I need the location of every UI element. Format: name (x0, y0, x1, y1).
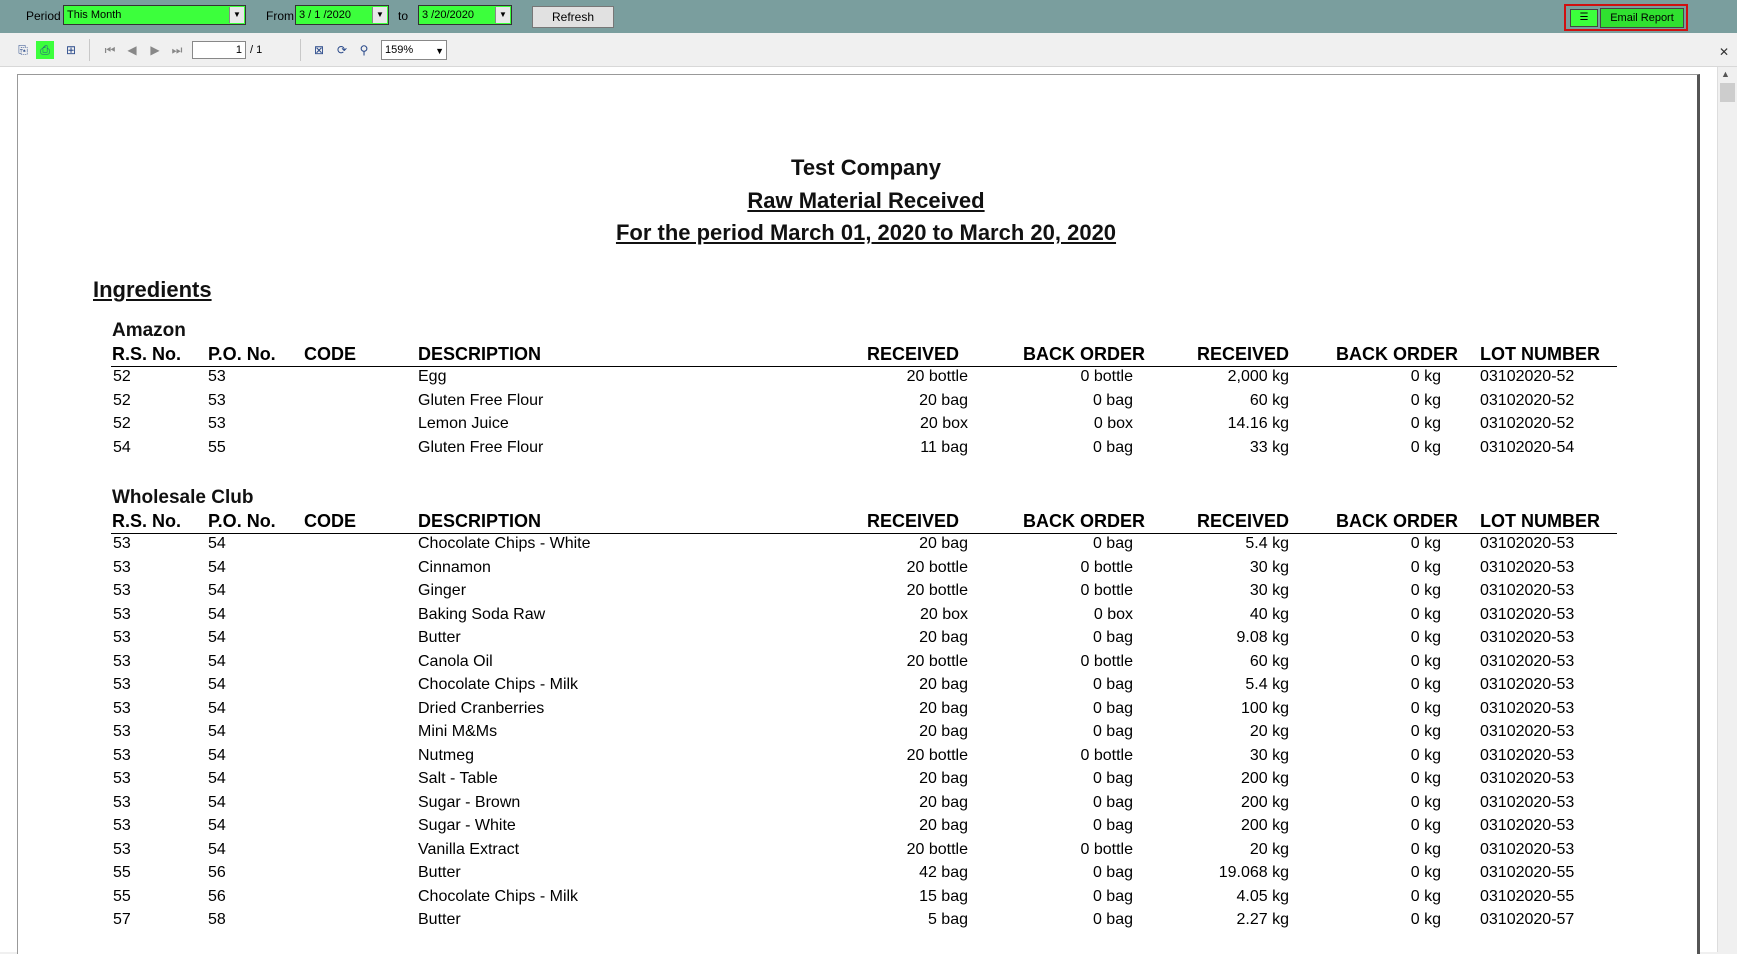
po-no: 56 (208, 887, 226, 905)
back-order-weight: 0 kg (1410, 558, 1441, 576)
table-row (0, 606, 1700, 629)
back-order-qty: 0 bottle (1080, 746, 1133, 764)
column-header-po-no: P.O. No. (208, 511, 276, 531)
received-qty: 20 bag (919, 676, 968, 693)
column-header-code: CODE (304, 344, 357, 364)
next-page-icon[interactable]: ▶ (150, 43, 160, 57)
back-order-weight: 0 kg (1410, 770, 1441, 787)
column-header-description: DESCRIPTION (418, 344, 542, 364)
back-order-weight: 0 kg (1410, 793, 1441, 811)
po-no: 53 (208, 368, 226, 385)
po-no: 53 (208, 391, 226, 409)
lot-number: 03102020-52 (1480, 368, 1575, 385)
received-qty: 20 bag (919, 391, 968, 409)
received-weight: 5.4 kg (1245, 676, 1289, 693)
rs-no: 53 (113, 840, 131, 858)
description: Butter (418, 911, 461, 928)
received-weight: 200 kg (1240, 793, 1289, 811)
lot-number: 03102020-53 (1480, 582, 1575, 599)
header-underline (111, 533, 1617, 534)
received-qty: 20 box (919, 605, 968, 623)
refresh-button[interactable]: Refresh (532, 6, 614, 28)
po-no: 54 (208, 558, 226, 576)
po-no: 54 (208, 629, 226, 646)
rs-no: 53 (113, 676, 131, 693)
description: Canola Oil (418, 652, 493, 670)
lot-number: 03102020-55 (1480, 864, 1575, 881)
from-date-value: 3 / 1 /2020 (299, 9, 351, 21)
column-header-code: CODE (304, 511, 357, 531)
rs-no: 52 (113, 391, 131, 409)
lot-number: 03102020-53 (1480, 535, 1575, 552)
received-qty: 20 bag (919, 629, 968, 646)
po-no: 54 (208, 699, 226, 717)
rs-no: 55 (113, 864, 131, 881)
back-order-weight: 0 kg (1410, 535, 1441, 552)
back-order-weight: 0 kg (1410, 864, 1441, 881)
po-no: 54 (208, 840, 226, 858)
received-weight: 40 kg (1249, 605, 1289, 623)
period-label: Period (26, 9, 61, 23)
column-header-lot-number: LOT NUMBER (1480, 511, 1600, 531)
po-no: 54 (208, 605, 226, 623)
zoom-value: 159% (385, 44, 414, 56)
received-weight: 9.08 kg (1236, 629, 1289, 646)
back-order-weight: 0 kg (1410, 911, 1441, 928)
received-weight: 2.27 kg (1236, 911, 1289, 928)
chevron-down-icon[interactable]: ▼ (229, 7, 244, 23)
po-no: 53 (208, 415, 226, 432)
po-no: 54 (208, 817, 226, 834)
email-report-button[interactable]: Email Report (1600, 8, 1684, 28)
po-no: 54 (208, 582, 226, 599)
received-weight: 30 kg (1249, 558, 1289, 576)
last-page-icon[interactable]: ⏭ (171, 43, 183, 57)
received-weight: 14.16 kg (1227, 415, 1289, 432)
from-date-picker[interactable] (295, 5, 389, 25)
back-order-qty: 0 bottle (1080, 558, 1133, 576)
viewer-toolbar (0, 34, 1737, 67)
received-qty: 20 box (919, 415, 968, 432)
description: Dried Cranberries (418, 699, 545, 717)
vendor-name: Wholesale Club (112, 487, 254, 508)
page-total: / 1 (250, 44, 263, 56)
received-qty: 20 bag (919, 535, 968, 552)
lot-number: 03102020-53 (1480, 817, 1575, 834)
rs-no: 53 (113, 558, 131, 576)
rs-no: 53 (113, 770, 131, 787)
received-qty: 5 bag (927, 911, 968, 928)
prev-page-icon[interactable]: ◀ (127, 43, 137, 57)
back-order-weight: 0 kg (1410, 629, 1441, 646)
lot-number: 03102020-52 (1480, 391, 1575, 409)
received-qty: 20 bottle (906, 368, 968, 385)
description: Sugar - White (418, 817, 516, 834)
column-header-back-order-qty: BACK ORDER (1023, 344, 1146, 364)
back-order-qty: 0 bag (1092, 817, 1133, 834)
column-header-rs-no: R.S. No. (112, 511, 182, 531)
back-order-qty: 0 box (1093, 415, 1133, 432)
lot-number: 03102020-53 (1480, 840, 1575, 858)
table-row (0, 392, 1700, 415)
table-row (0, 439, 1700, 462)
back-order-weight: 0 kg (1410, 438, 1441, 456)
lot-number: 03102020-53 (1480, 723, 1575, 740)
received-weight: 200 kg (1240, 770, 1289, 787)
back-order-weight: 0 kg (1410, 652, 1441, 670)
table-row (0, 368, 1700, 391)
print-icon[interactable]: ⎙ (36, 41, 54, 59)
back-order-weight: 0 kg (1410, 887, 1441, 905)
received-weight: 30 kg (1249, 582, 1289, 599)
description: Baking Soda Raw (418, 605, 546, 623)
description: Egg (418, 368, 447, 385)
table-row (0, 888, 1700, 911)
description: Butter (418, 629, 461, 646)
lot-number: 03102020-53 (1480, 746, 1575, 764)
description: Mini M&Ms (418, 723, 498, 740)
description: Salt - Table (418, 770, 498, 787)
back-order-qty: 0 bag (1092, 699, 1133, 717)
toolbar-divider (300, 39, 301, 61)
rs-no: 52 (113, 415, 131, 432)
description: Gluten Free Flour (418, 391, 544, 409)
table-row (0, 723, 1700, 746)
back-order-weight: 0 kg (1410, 746, 1441, 764)
to-date-picker[interactable] (418, 5, 512, 25)
received-qty: 20 bag (919, 770, 968, 787)
received-weight: 5.4 kg (1245, 535, 1289, 552)
table-row (0, 911, 1700, 934)
received-weight: 30 kg (1249, 746, 1289, 764)
rs-no: 53 (113, 582, 131, 599)
rs-no: 55 (113, 887, 131, 905)
table-row (0, 559, 1700, 582)
rs-no: 52 (113, 368, 131, 385)
received-qty: 20 bag (919, 793, 968, 811)
back-order-qty: 0 box (1093, 605, 1133, 623)
category-heading: Ingredients (93, 277, 212, 302)
rs-no: 53 (113, 723, 131, 740)
stop-icon[interactable]: ⊠ (313, 43, 325, 57)
email-report-group (1564, 4, 1688, 31)
chevron-down-icon[interactable]: ▼ (435, 46, 444, 56)
column-header-lot-number: LOT NUMBER (1480, 344, 1600, 364)
back-order-weight: 0 kg (1410, 415, 1441, 432)
po-no: 54 (208, 793, 226, 811)
table-row (0, 817, 1700, 840)
column-header-description: DESCRIPTION (418, 511, 542, 531)
lot-number: 03102020-53 (1480, 558, 1575, 576)
received-qty: 42 bag (919, 864, 968, 881)
filter-bar (0, 0, 1737, 33)
received-qty: 20 bag (919, 723, 968, 740)
po-no: 54 (208, 652, 226, 670)
back-order-qty: 0 bag (1092, 911, 1133, 928)
po-no: 55 (208, 438, 226, 456)
lot-number: 03102020-53 (1480, 676, 1575, 693)
lot-number: 03102020-53 (1480, 605, 1575, 623)
rs-no: 53 (113, 605, 131, 623)
page-number-input[interactable]: 1 (192, 41, 246, 59)
po-no: 58 (208, 911, 226, 928)
table-row (0, 629, 1700, 652)
table-row (0, 535, 1700, 558)
description: Chocolate Chips - Milk (418, 887, 579, 905)
back-order-weight: 0 kg (1410, 582, 1441, 599)
zoom-select[interactable] (381, 40, 447, 60)
table-row (0, 415, 1700, 438)
vertical-scrollbar[interactable] (1717, 67, 1737, 952)
rs-no: 53 (113, 699, 131, 717)
received-weight: 60 kg (1249, 652, 1289, 670)
table-row (0, 700, 1700, 723)
table-row (0, 864, 1700, 887)
back-order-qty: 0 bottle (1080, 368, 1133, 385)
toolbar-divider (89, 39, 90, 61)
column-header-back-order-weight: BACK ORDER (1336, 511, 1459, 531)
first-page-icon[interactable]: ⏮ (104, 43, 116, 57)
received-qty: 20 bottle (906, 582, 968, 599)
received-weight: 200 kg (1240, 817, 1289, 834)
back-order-qty: 0 bag (1092, 676, 1133, 693)
received-weight: 20 kg (1249, 723, 1289, 740)
report-title: Raw Material Received (747, 188, 985, 213)
period-value: This Month (67, 9, 122, 21)
column-header-back-order-weight: BACK ORDER (1336, 344, 1459, 364)
po-no: 56 (208, 864, 226, 881)
column-header-received-weight: RECEIVED (1197, 344, 1290, 364)
chevron-down-icon[interactable]: ▼ (495, 7, 510, 23)
received-weight: 60 kg (1249, 391, 1289, 409)
received-qty: 20 bag (919, 817, 968, 834)
description: Lemon Juice (418, 415, 509, 432)
table-row (0, 582, 1700, 605)
back-order-qty: 0 bag (1092, 535, 1133, 552)
description: Chocolate Chips - Milk (418, 676, 579, 693)
lot-number: 03102020-54 (1480, 438, 1575, 456)
lot-number: 03102020-53 (1480, 793, 1575, 811)
column-header-back-order-qty: BACK ORDER (1023, 511, 1146, 531)
back-order-qty: 0 bag (1092, 887, 1133, 905)
rs-no: 53 (113, 746, 131, 764)
from-label: From (266, 9, 294, 23)
rs-no: 54 (113, 438, 131, 456)
back-order-qty: 0 bottle (1080, 582, 1133, 599)
back-order-qty: 0 bottle (1080, 652, 1133, 670)
header-underline (111, 366, 1617, 367)
description: Nutmeg (418, 746, 475, 764)
back-order-weight: 0 kg (1410, 699, 1441, 717)
report-period: For the period March 01, 2020 to March 20, 2020 (615, 220, 1117, 245)
back-order-weight: 0 kg (1410, 840, 1441, 858)
back-order-weight: 0 kg (1410, 605, 1441, 623)
received-qty: 20 bottle (906, 652, 968, 670)
back-order-weight: 0 kg (1410, 723, 1441, 740)
received-weight: 2,000 kg (1227, 368, 1289, 385)
back-order-qty: 0 bag (1092, 793, 1133, 811)
lot-number: 03102020-53 (1480, 770, 1575, 787)
table-row (0, 770, 1700, 793)
binoculars-search-icon[interactable]: ⚲ (359, 43, 369, 57)
table-row (0, 676, 1700, 699)
description: Gluten Free Flour (418, 438, 544, 456)
lot-number: 03102020-57 (1480, 911, 1575, 928)
back-order-weight: 0 kg (1410, 391, 1441, 409)
received-qty: 15 bag (919, 887, 968, 905)
description: Cinnamon (418, 558, 491, 576)
back-order-weight: 0 kg (1410, 817, 1441, 834)
column-header-po-no: P.O. No. (208, 344, 276, 364)
po-no: 54 (208, 770, 226, 787)
po-no: 54 (208, 723, 226, 740)
scroll-up-icon[interactable]: ▲ (1721, 69, 1730, 79)
column-header-received-qty: RECEIVED (867, 344, 960, 364)
chevron-down-icon[interactable]: ▼ (372, 7, 387, 23)
back-order-qty: 0 bag (1092, 723, 1133, 740)
export-icon[interactable]: ⎘ (18, 43, 28, 57)
received-qty: 11 bag (920, 438, 968, 456)
description: Vanilla Extract (418, 840, 520, 858)
rs-no: 53 (113, 629, 131, 646)
received-qty: 20 bag (919, 699, 968, 717)
table-row (0, 747, 1700, 770)
email-list-icon[interactable]: ☰ (1570, 9, 1598, 27)
table-row (0, 841, 1700, 864)
rs-no: 57 (113, 911, 131, 928)
received-weight: 100 kg (1240, 699, 1289, 717)
rs-no: 53 (113, 817, 131, 834)
back-order-qty: 0 bag (1092, 864, 1133, 881)
lot-number: 03102020-55 (1480, 887, 1575, 905)
column-header-received-qty: RECEIVED (867, 511, 960, 531)
back-order-qty: 0 bottle (1080, 840, 1133, 858)
company-name: Test Company (791, 155, 941, 180)
scroll-thumb[interactable] (1720, 83, 1735, 102)
table-row (0, 794, 1700, 817)
received-weight: 33 kg (1249, 438, 1289, 456)
period-select[interactable] (63, 5, 246, 25)
received-qty: 20 bottle (906, 746, 968, 764)
description: Sugar - Brown (418, 793, 521, 811)
to-label: to (398, 9, 409, 23)
lot-number: 03102020-52 (1480, 415, 1575, 432)
received-weight: 19.068 kg (1218, 864, 1289, 881)
back-order-qty: 0 bag (1092, 391, 1133, 409)
rs-no: 53 (113, 652, 131, 670)
po-no: 54 (208, 746, 226, 764)
column-header-received-weight: RECEIVED (1197, 511, 1290, 531)
table-row (0, 653, 1700, 676)
back-order-qty: 0 bag (1092, 438, 1133, 456)
column-header-rs-no: R.S. No. (112, 344, 182, 364)
lot-number: 03102020-53 (1480, 652, 1575, 670)
rs-no: 53 (113, 535, 131, 552)
description: Butter (418, 864, 461, 881)
refresh-icon[interactable]: ⟳ (336, 43, 348, 57)
close-icon[interactable]: ✕ (1718, 45, 1729, 59)
back-order-weight: 0 kg (1410, 368, 1441, 385)
po-no: 54 (208, 676, 226, 693)
received-weight: 20 kg (1249, 840, 1289, 858)
to-date-value: 3 /20/2020 (422, 9, 474, 21)
received-qty: 20 bottle (906, 840, 968, 858)
po-no: 54 (208, 535, 226, 552)
group-tree-icon[interactable]: ⊞ (65, 43, 77, 57)
received-qty: 20 bottle (906, 558, 968, 576)
description: Chocolate Chips - White (418, 535, 591, 552)
back-order-qty: 0 bag (1092, 770, 1133, 787)
received-weight: 4.05 kg (1236, 887, 1289, 905)
back-order-qty: 0 bag (1092, 629, 1133, 646)
rs-no: 53 (113, 793, 131, 811)
lot-number: 03102020-53 (1480, 629, 1575, 646)
vendor-name: Amazon (112, 320, 186, 341)
lot-number: 03102020-53 (1480, 699, 1575, 717)
back-order-weight: 0 kg (1410, 676, 1441, 693)
description: Ginger (418, 582, 467, 599)
